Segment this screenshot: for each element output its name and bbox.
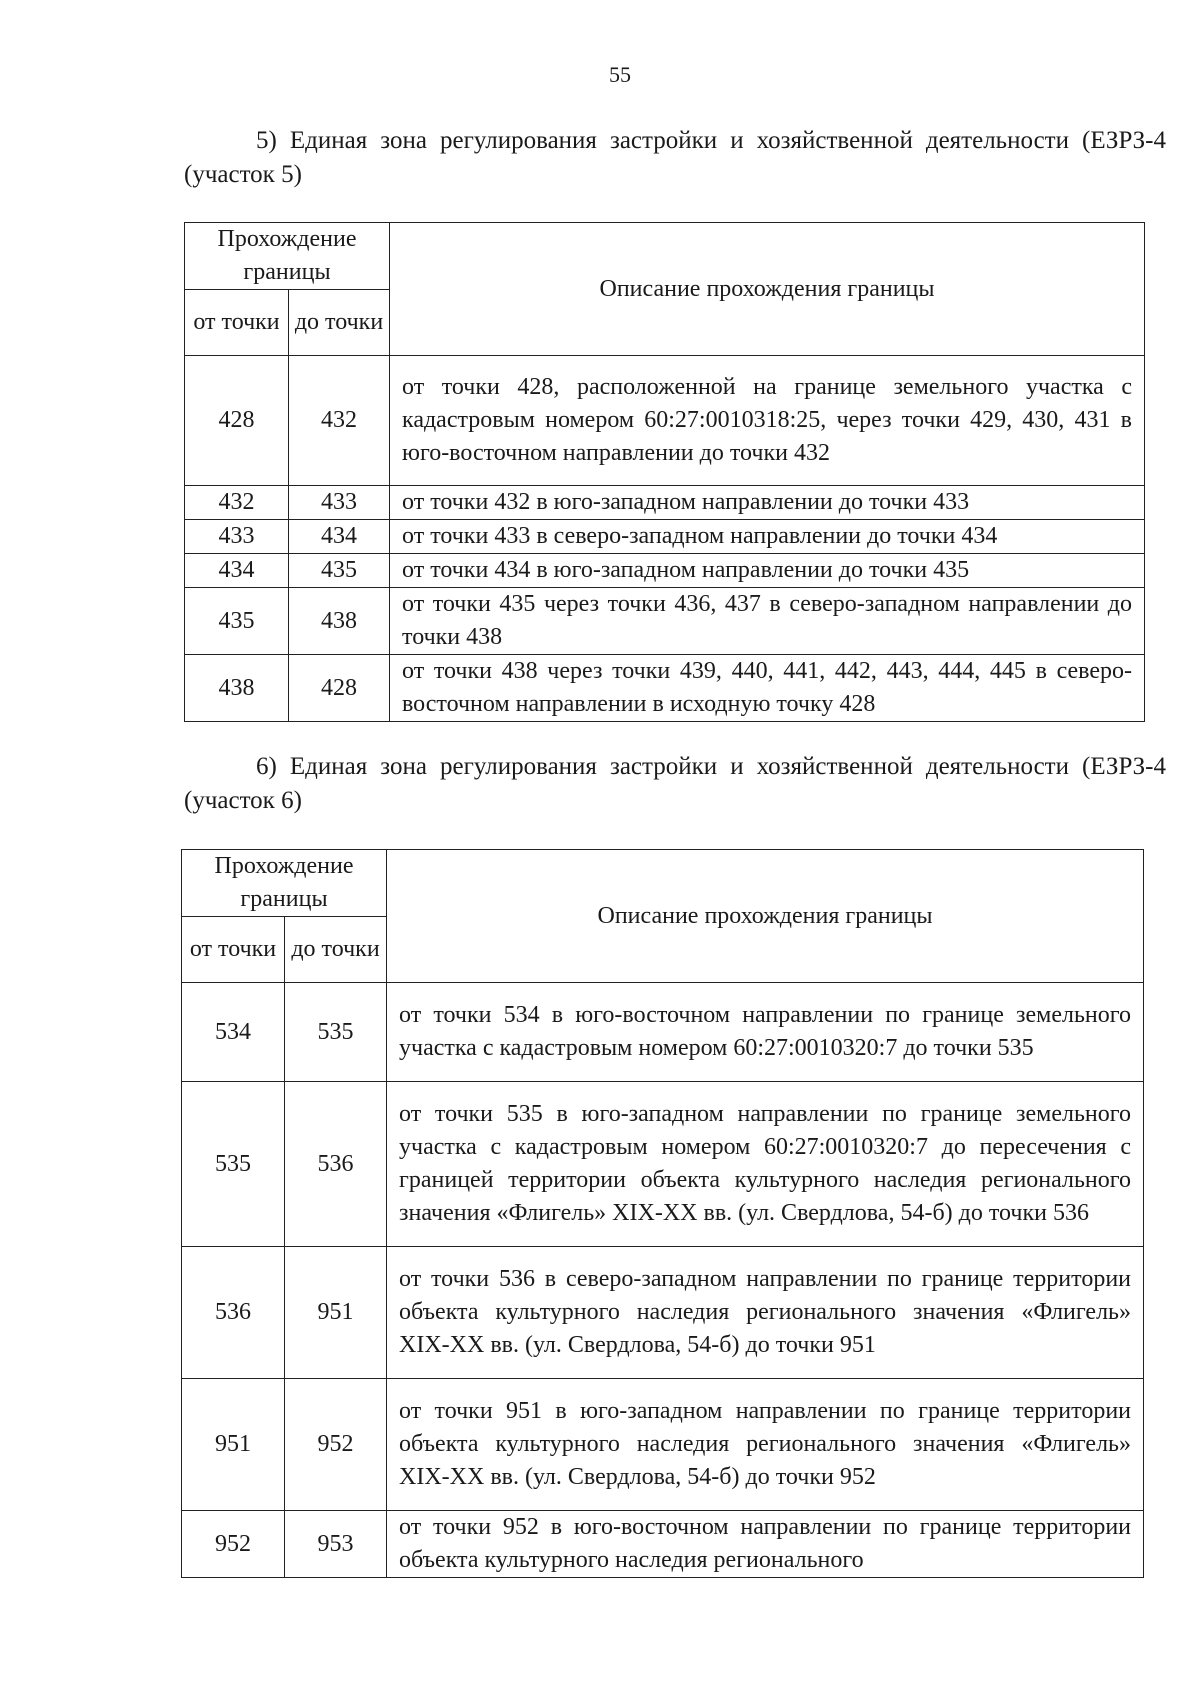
description-cell: от точки 536 в северо-западном направлении по границе территории объекта культурного наследия регионального значения «Флигель» XIX-XX вв. (ул. Свердлова, 54-б) до точки 951 bbox=[387, 1247, 1144, 1379]
header-description: Описание прохождения границы bbox=[387, 850, 1144, 983]
description-cell: от точки 951 в юго-западном направлении по границе территории объекта культурного наследия регионального значения «Флигель» XIX-XX вв. (ул. Свердлова, 54-б) до точки 952 bbox=[387, 1379, 1144, 1511]
table-row bbox=[185, 588, 1145, 655]
header-from-point: от точки bbox=[182, 917, 285, 983]
to-point-cell: 535 bbox=[285, 983, 387, 1082]
from-point-cell: 428 bbox=[185, 356, 289, 486]
table-row bbox=[185, 486, 1145, 520]
to-point-cell: 952 bbox=[285, 1379, 387, 1511]
from-point-cell: 438 bbox=[185, 655, 289, 722]
section-5-table bbox=[184, 222, 1145, 722]
description-cell: от точки 434 в юго-западном направлении до точки 435 bbox=[390, 554, 1145, 588]
table-row bbox=[182, 1511, 1144, 1578]
table-row bbox=[185, 655, 1145, 722]
description-cell: от точки 428, расположенной на границе земельного участка с кадастровым номером 60:27:0010318:25, через точки 429, 430, 431 в юго-восточном направлении до точки 432 bbox=[390, 356, 1145, 486]
table-row bbox=[182, 983, 1144, 1082]
description-cell: от точки 534 в юго-восточном направлении по границе земельного участка с кадастровым номером 60:27:0010320:7 до точки 535 bbox=[387, 983, 1144, 1082]
section-6-heading-text: 6) Единая зона регулирования застройки и хозяйственной деятельности (ЕЗРЗ-4 (участок 6) bbox=[184, 753, 1166, 814]
description-cell: от точки 438 через точки 439, 440, 441, 442, 443, 444, 445 в северо-восточном направлении в исходную точку 428 bbox=[390, 655, 1145, 722]
section-6-table bbox=[181, 849, 1144, 1578]
from-point-cell: 534 bbox=[182, 983, 285, 1082]
table-row bbox=[185, 356, 1145, 486]
to-point-cell: 433 bbox=[289, 486, 390, 520]
from-point-cell: 952 bbox=[182, 1511, 285, 1578]
description-cell: от точки 432 в юго-западном направлении до точки 433 bbox=[390, 486, 1145, 520]
page-number: 55 bbox=[609, 62, 631, 87]
table-row bbox=[185, 554, 1145, 588]
from-point-cell: 434 bbox=[185, 554, 289, 588]
to-point-cell: 435 bbox=[289, 554, 390, 588]
description-cell: от точки 535 в юго-западном направлении по границе земельного участка с кадастровым номером 60:27:0010320:7 до пересечения с границей территории объекта культурного наследия регионального значения «Флигель» XIX-XX вв. (ул. Свердлова, 54-б) до точки 536 bbox=[387, 1082, 1144, 1247]
from-point-cell: 951 bbox=[182, 1379, 285, 1511]
to-point-cell: 951 bbox=[285, 1247, 387, 1379]
section-6-heading bbox=[184, 750, 1166, 818]
from-point-cell: 435 bbox=[185, 588, 289, 655]
section-5-heading-text: 5) Единая зона регулирования застройки и хозяйственной деятельности (ЕЗРЗ-4 (участок 5) bbox=[184, 127, 1166, 188]
table-row bbox=[185, 520, 1145, 554]
header-description: Описание прохождения границы bbox=[390, 223, 1145, 356]
table-row bbox=[182, 1379, 1144, 1511]
to-point-cell: 953 bbox=[285, 1511, 387, 1578]
header-from-point: от точки bbox=[185, 290, 289, 356]
to-point-cell: 428 bbox=[289, 655, 390, 722]
from-point-cell: 536 bbox=[182, 1247, 285, 1379]
description-cell: от точки 435 через точки 436, 437 в северо-западном направлении до точки 438 bbox=[390, 588, 1145, 655]
from-point-cell: 535 bbox=[182, 1082, 285, 1247]
header-boundary-passage: Прохождение границы bbox=[185, 223, 390, 290]
table-row bbox=[182, 1247, 1144, 1379]
from-point-cell: 432 bbox=[185, 486, 289, 520]
to-point-cell: 434 bbox=[289, 520, 390, 554]
header-to-point: до точки bbox=[289, 290, 390, 356]
from-point-cell: 433 bbox=[185, 520, 289, 554]
description-cell: от точки 952 в юго-восточном направлении по границе территории объекта культурного наследия регионального bbox=[387, 1511, 1144, 1578]
header-to-point: до точки bbox=[285, 917, 387, 983]
header-boundary-passage: Прохождение границы bbox=[182, 850, 387, 917]
description-cell: от точки 433 в северо-западном направлении до точки 434 bbox=[390, 520, 1145, 554]
to-point-cell: 438 bbox=[289, 588, 390, 655]
section-5-heading bbox=[184, 124, 1166, 192]
table-row bbox=[182, 1082, 1144, 1247]
to-point-cell: 432 bbox=[289, 356, 390, 486]
to-point-cell: 536 bbox=[285, 1082, 387, 1247]
